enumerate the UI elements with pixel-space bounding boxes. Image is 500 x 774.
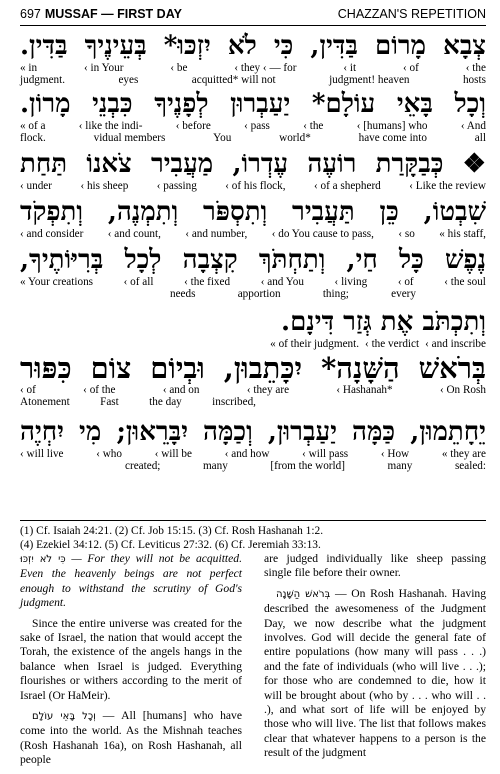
gloss: ‹ so <box>398 228 415 240</box>
gloss: hosts <box>462 74 486 86</box>
hebrew-line: יֵחָתֵמוּן, כַּמָּה יַעַבְרוּן, וְכַמָּה יִבָּרֵאוּן; מִי יִחְיֶה <box>20 417 486 447</box>
gloss: « in <box>20 62 38 74</box>
gloss: sealed: <box>454 460 486 472</box>
gloss: ‹ of his flock, <box>225 180 286 192</box>
gloss: ‹ How <box>380 448 410 460</box>
gloss: eyes <box>118 74 139 86</box>
translation-row <box>20 120 486 132</box>
commentary-paragraph <box>20 552 242 611</box>
gloss: « of their judgment. <box>270 338 360 350</box>
page-number: 697 <box>20 7 41 21</box>
gloss: ‹ and You <box>260 276 304 288</box>
gloss: ‹ Like the review <box>409 180 486 192</box>
gloss: flock. <box>20 132 46 144</box>
prayer-line-6 <box>20 306 486 350</box>
gloss: ‹ they are <box>246 384 290 396</box>
translation-row <box>20 288 486 300</box>
gloss: the day <box>149 396 182 408</box>
gloss: ‹ of <box>397 276 414 288</box>
footnote-line: (1) Cf. Isaiah 24:21. (2) Cf. Job 15:15. (3) Cf. Rosh Hashanah 1:2. <box>20 525 324 537</box>
translation-row <box>20 460 486 472</box>
header-left <box>20 7 182 21</box>
gloss: « Your creations <box>20 276 94 288</box>
gloss: many <box>387 460 413 472</box>
prayer-line-7 <box>20 352 486 408</box>
footnote-references <box>20 520 486 552</box>
gloss: inscribed, <box>212 396 256 408</box>
gloss: have come into <box>358 132 427 144</box>
gloss: ‹ and number, <box>185 228 248 240</box>
gloss: ‹ Hashanah* <box>336 384 393 396</box>
gloss: ‹ the <box>303 120 324 132</box>
gloss: ‹ of the <box>83 384 116 396</box>
gloss: apportion <box>237 288 281 300</box>
gloss: ‹ they ‹ — for <box>234 62 297 74</box>
translation-row <box>20 276 486 288</box>
commentary-paragraph: are judged individually like sheep passing single file before their owner. <box>264 552 486 580</box>
gloss: ‹ And <box>460 120 486 132</box>
gloss: world* <box>279 132 311 144</box>
commentary-left-column <box>20 552 242 774</box>
gloss: ‹ will live <box>20 448 64 460</box>
gloss: ‹ before <box>175 120 211 132</box>
hebrew-line: נֶפֶשׁ כָּל חַי, וְתַחְתֹּךְ קִצְבָה לְכָל בְּרִיּוֹתֶיךָ, <box>20 245 486 275</box>
gloss: ‹ it <box>343 62 357 74</box>
gloss: ‹ passing <box>156 180 197 192</box>
translation-row <box>20 74 486 86</box>
gloss: « they are <box>441 448 486 460</box>
gloss: ‹ the <box>465 62 486 74</box>
gloss: ‹ who <box>96 448 122 460</box>
gloss: ‹ of a shepherd <box>313 180 381 192</box>
gloss: ‹ and on <box>162 384 200 396</box>
translation-row <box>20 448 486 460</box>
section-title: MUSSAF — FIRST DAY <box>44 7 182 21</box>
gloss: judgment! heaven <box>329 74 410 86</box>
gloss: ‹ and inscribe <box>425 338 486 350</box>
gloss: ‹ living <box>334 276 368 288</box>
gloss: ‹ and how <box>224 448 270 460</box>
commentary-paragraph: Since the entire universe was created for the sake of Israel, the nation that would accept the Torah, the existence of the angels hangs in the balance when Israel is judged. Everything flourishes or withers according to the merit of Israel (Or HaMeir). <box>20 616 242 702</box>
gloss: ‹ On Rosh <box>439 384 486 396</box>
gloss: thing; <box>322 288 349 300</box>
translation-row <box>20 62 486 74</box>
gloss: « his staff, <box>439 228 486 240</box>
gloss: ‹ the verdict <box>365 338 420 350</box>
gloss: ‹ of <box>20 384 36 396</box>
gloss: ‹ and count, <box>107 228 161 240</box>
hebrew-line: צְבָא מָרוֹם בַּדִּין, כִּי לֹא יִזְכּוּ* בְּעֵינֶיךָ בַּדִּין. <box>20 31 486 61</box>
gloss: ‹ and consider <box>20 228 84 240</box>
commentary-paragraph <box>264 587 486 761</box>
hebrew-line: וְתִכְתֹּב אֶת גְּזַר דִּינָם. <box>281 307 486 337</box>
hebrew-line: וְכָל בָּאֵי עוֹלָם* יַעַבְרוּן לְפָנֶיךָ כִּבְנֵי מָרוֹן. <box>20 89 486 119</box>
translation-row <box>20 396 486 408</box>
gloss: all <box>474 132 486 144</box>
prayer-line-8 <box>20 416 486 472</box>
gloss: acquitted* will not <box>191 74 276 86</box>
gloss: ‹ of <box>403 62 419 74</box>
translation-row <box>20 228 486 240</box>
commentary-paragraph <box>20 709 242 768</box>
gloss: created; <box>125 460 161 472</box>
page-header <box>20 6 486 26</box>
gloss: ‹ of all <box>123 276 154 288</box>
gloss: many <box>202 460 228 472</box>
gloss: ‹ will be <box>154 448 192 460</box>
hebrew-line: בְּרֹאשׁ הַשָּׁנָה* יִכָּתֵבוּן, וּבְיוֹם צוֹם כִּפּוּר <box>20 352 486 384</box>
gloss: ‹ under <box>20 180 52 192</box>
gloss: ‹ pass <box>244 120 270 132</box>
gloss: Fast <box>100 396 119 408</box>
gloss: ‹ be <box>170 62 188 74</box>
gloss: ‹ his sheep <box>80 180 129 192</box>
gloss: ‹ the soul <box>444 276 486 288</box>
gloss: ‹ do You cause to pass, <box>271 228 374 240</box>
gloss: [from the world] <box>270 460 345 472</box>
prayer-line-3 <box>20 148 486 192</box>
hebrew-line: שִׁבְטוֹ, כֵּן תַּעֲבִיר וְתִסְפֹּר וְתִמְנֶה, וְתִפְקֹד <box>20 197 486 227</box>
footnote-line: (4) Ezekiel 34:12. (5) Cf. Leviticus 27:32. (6) Cf. Jeremiah 33:13. <box>20 539 321 551</box>
headword: כִּי לֹא יִזְכּוּ <box>20 554 66 565</box>
gloss: judgment. <box>20 74 66 86</box>
headword: בְּרֹאשׁ הַשָּׁנָה <box>276 588 331 600</box>
gloss: ‹ like the indi- <box>78 120 143 132</box>
commentary-text: — On Rosh Hashanah. Having described the awesomeness of the Judgment Day, we now describe what the judgment involves. God will decide the general fate of entire populations (how many will pass . . .) and the fate of individuals (who will live . . .); for those who are condemned to die, how it will be brought about (who by . . . who will . . .), and what sort of life will be enjoyed by those who will live. The list that follows makes clear that whatever happens to a person is the result of the judgment <box>264 586 487 760</box>
translation-row <box>20 338 486 350</box>
prayer-line-5 <box>20 244 486 300</box>
commentary-right-column <box>264 552 486 774</box>
gloss: ‹ will pass <box>302 448 349 460</box>
translation-row <box>20 384 486 396</box>
prayer-line-4 <box>20 196 486 240</box>
gloss: ‹ [humans] who <box>356 120 428 132</box>
commentary-text: — All [humans] who have come into the world. As the Mishnah teaches (Rosh Hashanah 16a), on Rosh Hashanah, all people <box>20 709 242 767</box>
gloss: needs <box>170 288 196 300</box>
commentary <box>20 552 486 774</box>
commentary-text: — For they will not be acquitted. Even the heavenly beings are not perfect enough to withstand the scrutiny of God's judgment. <box>20 552 242 610</box>
gloss: vidual members <box>93 132 166 144</box>
header-right-title: CHAZZAN'S REPETITION <box>337 7 486 21</box>
prayer-line-1 <box>20 30 486 86</box>
hebrew-line: ❖ כְּבַקָּרַת רוֹעֶה עֶדְרוֹ, מַעֲבִיר צֹאנוֹ תַּחַת <box>20 149 486 179</box>
gloss: ‹ in Your <box>83 62 124 74</box>
gloss: « of a <box>20 120 46 132</box>
gloss: You <box>213 132 232 144</box>
gloss: Atonement <box>20 396 70 408</box>
gloss: ‹ the fixed <box>184 276 231 288</box>
translation-row <box>20 132 486 144</box>
prayer-line-2 <box>20 88 486 144</box>
gloss: every <box>391 288 416 300</box>
headword: וְכָל בָּאֵי עוֹלָם <box>32 711 96 723</box>
translation-row <box>20 180 486 192</box>
